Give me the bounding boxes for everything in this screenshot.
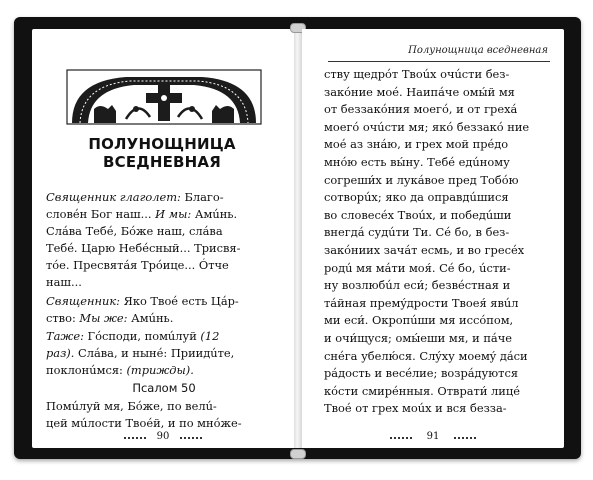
book-spine bbox=[294, 29, 302, 448]
ribbon-bookmark-bottom bbox=[290, 449, 306, 459]
text-line bbox=[46, 257, 282, 274]
text-line bbox=[46, 223, 282, 240]
running-head-rule bbox=[328, 61, 550, 62]
text-line: родú мя мáти моя́. Сé бо, úсти- bbox=[324, 260, 511, 275]
footer-ornament-right bbox=[454, 437, 476, 439]
page-number-right: 91 bbox=[426, 431, 440, 442]
ornamental-headpiece-icon bbox=[66, 69, 262, 125]
text-line bbox=[46, 362, 282, 379]
text-line bbox=[46, 189, 282, 206]
rubric-text: (трижды). bbox=[126, 363, 194, 377]
prayer-text: словéн Бог наш... bbox=[46, 207, 156, 221]
page-title-line-1: ПОЛУНОЩНИЦА bbox=[88, 135, 236, 153]
text-line: тáйная премýдрости Твоея́ явúл bbox=[324, 295, 519, 310]
right-page-footer bbox=[302, 431, 564, 445]
text-line: ми еси́. Окропúши мя иссóпом, bbox=[324, 313, 514, 328]
prayer-text: тóе. Пресвятáя Трóице... Óтче bbox=[46, 258, 229, 272]
prayer-text: Слáва, и нынé: Приидúте, bbox=[74, 346, 235, 360]
footer-ornament-right bbox=[180, 437, 202, 439]
text-line: снéга убелю́ся. Слýху моемý дáси bbox=[324, 348, 528, 363]
rubric-text: раз). bbox=[46, 346, 75, 360]
text-line: закóние моé. Наипáче омы́й мя bbox=[324, 84, 515, 99]
rubric-text: Мы же: bbox=[79, 311, 128, 325]
prayer-text: Амúнь. bbox=[127, 311, 174, 325]
page-number-left: 90 bbox=[156, 431, 170, 442]
text-line: сотворúх; яко да оправдúшися bbox=[324, 190, 509, 205]
psalm-line: Помúлуй мя, Бóже, по велú- bbox=[46, 399, 217, 413]
prayer-text: Амúнь. bbox=[191, 207, 238, 221]
prayer-text: Яко Твоé есть Цáр- bbox=[120, 294, 239, 308]
text-line: внегдá судúти Ти. Сé бо, в без- bbox=[324, 225, 510, 240]
text-line: во словесéх Твоúх, и победúши bbox=[324, 207, 512, 222]
text-line bbox=[46, 328, 282, 345]
text-line: кóсти смирéнныя. Отврати́ лицé bbox=[324, 383, 520, 398]
text-line bbox=[46, 310, 282, 327]
prayer-text: поклонúмся: bbox=[46, 363, 127, 377]
text-line: согреши́х и лукáвое пред Тобóю bbox=[324, 172, 519, 187]
prayer-text: Тебé. Царю Небéсный... Трисвя- bbox=[46, 241, 241, 255]
right-page bbox=[302, 29, 564, 448]
text-line: закóниих зачáт есмь, и во гресéх bbox=[324, 243, 525, 257]
left-page-footer bbox=[32, 431, 294, 445]
psalm-line: цей мúлости Твоéй, и по мнóже- bbox=[46, 416, 242, 430]
text-line bbox=[46, 240, 282, 257]
text-line bbox=[46, 293, 282, 310]
prayer-text: Благо- bbox=[180, 190, 224, 204]
text-line: ству щедрóт Твоúх очúсти без- bbox=[324, 67, 510, 81]
rubric-text: Священник глаголет: bbox=[46, 190, 181, 204]
left-page bbox=[32, 29, 294, 448]
text-line: рáдость и весéлие; возрáдуются bbox=[324, 366, 519, 381]
rubric-text: И мы: bbox=[155, 207, 192, 221]
prayer-text: наш... bbox=[46, 275, 82, 289]
running-head: Полунощница вседневная bbox=[408, 45, 548, 56]
rubric-text: Таже: bbox=[46, 329, 84, 343]
footer-ornament-left bbox=[390, 437, 412, 439]
text-line: моегó очúсти мя; якó беззакó ние bbox=[324, 119, 530, 134]
prayer-text: Гóсподи, помúлуй bbox=[83, 329, 201, 343]
prayer-text: ство: bbox=[46, 311, 80, 325]
text-line: Твоé от грех моúх и вся безза- bbox=[324, 401, 507, 416]
prayer-book bbox=[14, 17, 581, 459]
text-line: от беззакóния моегó, и от грехá bbox=[324, 102, 518, 117]
text-line: ну возлюбúл еси́; безвéстная и bbox=[324, 278, 511, 293]
text-line: мнóю есть вы́ну. Тебé едúному bbox=[324, 155, 510, 169]
text-line: и очи́щуся; омы́еши мя, и пáче bbox=[324, 331, 512, 345]
text-line bbox=[46, 206, 282, 223]
text-line: моé аз знáю, и грех мой прéдо bbox=[324, 137, 509, 152]
footer-ornament-left bbox=[124, 437, 146, 439]
rubric-text: (12 bbox=[200, 329, 220, 343]
text-line bbox=[46, 345, 282, 362]
rubric-text: Священник: bbox=[46, 294, 121, 308]
prayer-text: Слáва Тебé, Бóже наш, слáва bbox=[46, 224, 223, 238]
psalm-heading: Псалом 50 bbox=[132, 381, 196, 395]
text-line bbox=[46, 274, 282, 291]
page-title-line-2: ВСЕДНЕВНАЯ bbox=[103, 153, 221, 171]
